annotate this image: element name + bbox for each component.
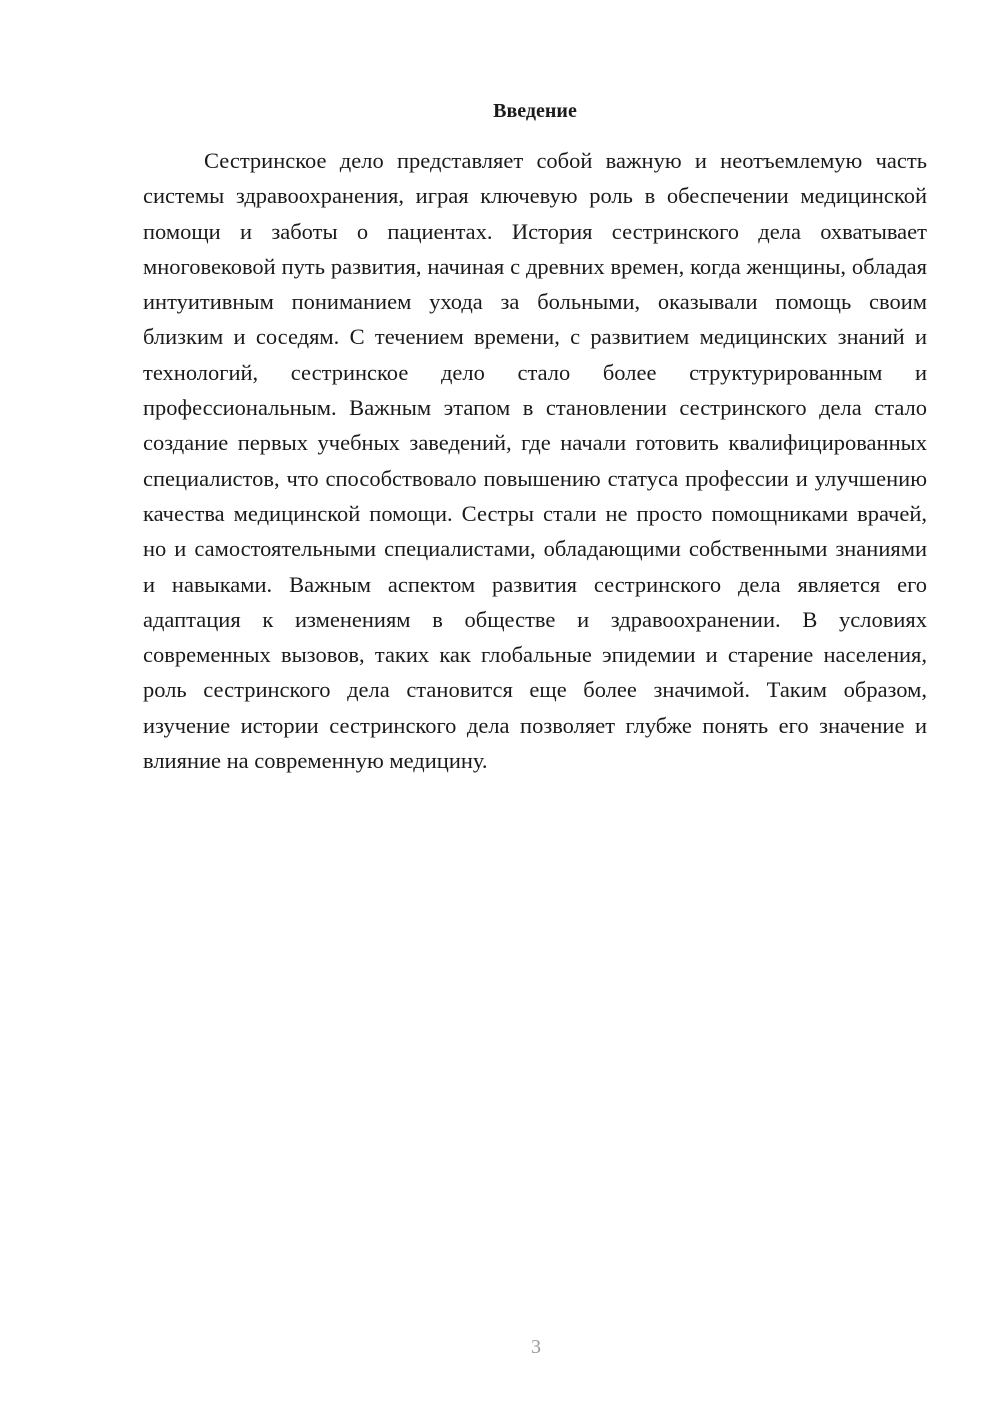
page-number: 3 [531, 1336, 541, 1358]
section-title: Введение [493, 100, 577, 122]
body-paragraph: Сестринское дело представляет собой важную и неотъемлемую часть системы здравоохранения, играя ключевую роль в обеспечении медицинской помощи и заботы о пациентах. История сестринского дела охватывает многовековой путь развития, начиная с древних времен, когда женщины, обладая интуитивным пониманием ухода за больными, оказывали помощь своим близким и соседям. С течением времени, с развитием медицинских знаний и технологий, сестринское дело стало более структурированным и профессиональным. Важным этапом в становлении сестринского дела стало создание первых учебных заведений, где начали готовить квалифицированных специалистов, что способствовало повышению статуса профессии и улучшению качества медицинской помощи. Сестры стали не просто помощниками врачей, но и самостоятельными специалистами, обладающими собственными знаниями и навыками. Важным аспектом развития сестринского дела является его адаптация к изменениям в обществе и здравоохранении. В условиях современных вызовов, таких как глобальные эпидемии и старение населения, роль сестринского дела становится еще более значимой. Таким образом, изучение истории сестринского дела позволяет глубже понять его значение и влияние на современную медицину. [143, 148, 927, 774]
